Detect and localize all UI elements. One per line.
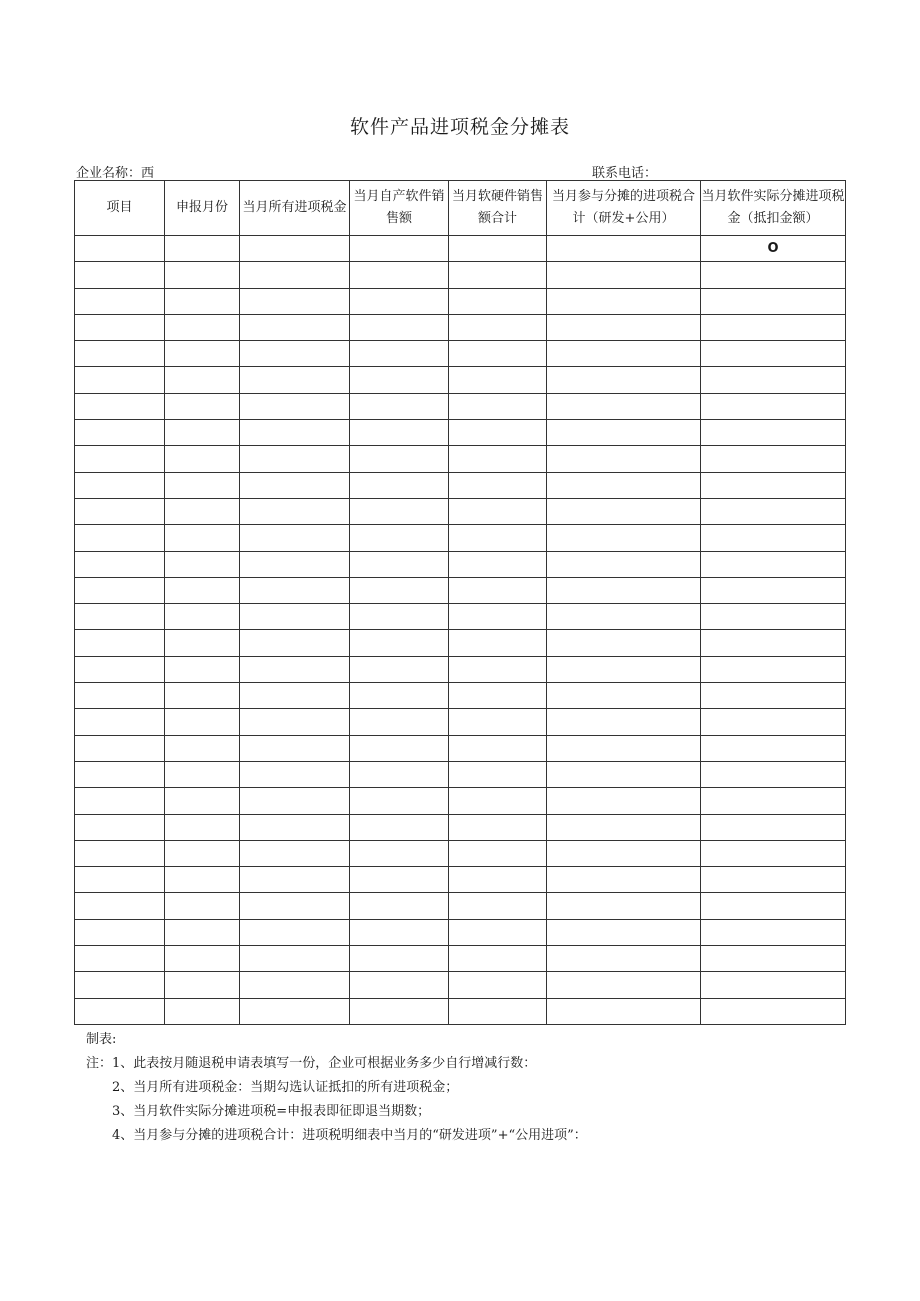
table-cell[interactable] bbox=[75, 577, 165, 603]
table-cell[interactable] bbox=[547, 893, 701, 919]
table-cell[interactable] bbox=[449, 683, 547, 709]
table-cell[interactable] bbox=[240, 630, 350, 656]
table-cell[interactable] bbox=[701, 946, 846, 972]
table-cell[interactable] bbox=[350, 393, 449, 419]
col-header-total-input-tax: 当月所有进项税金 bbox=[240, 181, 350, 236]
table-cell[interactable] bbox=[240, 998, 350, 1024]
table-cell[interactable] bbox=[547, 683, 701, 709]
table-cell[interactable] bbox=[350, 893, 449, 919]
table-cell[interactable] bbox=[240, 972, 350, 998]
col-header-allocated-input-tax: 当月参与分摊的进项税合计（研发+公用） bbox=[547, 181, 701, 236]
table-cell[interactable] bbox=[75, 420, 165, 446]
table-cell[interactable] bbox=[165, 577, 240, 603]
table-cell[interactable] bbox=[240, 393, 350, 419]
table-header-row bbox=[75, 181, 846, 236]
table-cell[interactable] bbox=[449, 735, 547, 761]
table-row bbox=[75, 472, 846, 498]
table-cell[interactable] bbox=[240, 577, 350, 603]
table-cell[interactable] bbox=[701, 551, 846, 577]
table-cell[interactable] bbox=[547, 420, 701, 446]
table-cell[interactable] bbox=[547, 393, 701, 419]
table-cell[interactable] bbox=[350, 998, 449, 1024]
table-cell[interactable] bbox=[449, 551, 547, 577]
table-cell[interactable] bbox=[547, 498, 701, 524]
table-cell[interactable] bbox=[701, 972, 846, 998]
table-row bbox=[75, 788, 846, 814]
col-header-month: 申报月份 bbox=[165, 181, 240, 236]
table-row bbox=[75, 946, 846, 972]
table-cell[interactable] bbox=[350, 446, 449, 472]
table-cell[interactable] bbox=[240, 656, 350, 682]
table-cell[interactable] bbox=[165, 893, 240, 919]
table-cell[interactable] bbox=[165, 525, 240, 551]
table-cell[interactable] bbox=[701, 788, 846, 814]
table-cell[interactable] bbox=[240, 551, 350, 577]
company-name-label: 企业名称：西 bbox=[76, 166, 155, 181]
table-row bbox=[75, 498, 846, 524]
table-cell[interactable] bbox=[449, 630, 547, 656]
table-row bbox=[75, 840, 846, 866]
table-cell[interactable] bbox=[240, 525, 350, 551]
col-header-software-sales: 当月自产软件销售额 bbox=[350, 181, 449, 236]
table-cell[interactable] bbox=[75, 604, 165, 630]
table-cell[interactable] bbox=[350, 761, 449, 787]
table-cell[interactable] bbox=[165, 735, 240, 761]
table-cell[interactable] bbox=[449, 840, 547, 866]
table-cell[interactable] bbox=[449, 314, 547, 340]
table-cell[interactable] bbox=[75, 367, 165, 393]
table-cell[interactable] bbox=[165, 341, 240, 367]
table-cell[interactable] bbox=[75, 683, 165, 709]
table-cell[interactable] bbox=[75, 919, 165, 945]
table-cell[interactable] bbox=[240, 840, 350, 866]
table-cell[interactable] bbox=[449, 446, 547, 472]
table-cell[interactable] bbox=[240, 946, 350, 972]
col-header-item: 项目 bbox=[75, 181, 165, 236]
table-cell[interactable] bbox=[701, 314, 846, 340]
table-cell[interactable] bbox=[449, 341, 547, 367]
table-cell[interactable] bbox=[701, 735, 846, 761]
table-cell[interactable] bbox=[449, 788, 547, 814]
table-cell[interactable] bbox=[701, 709, 846, 735]
table-cell[interactable] bbox=[165, 420, 240, 446]
table-cell[interactable] bbox=[165, 683, 240, 709]
table-cell[interactable] bbox=[165, 236, 240, 262]
table-cell[interactable] bbox=[165, 630, 240, 656]
table-cell[interactable] bbox=[701, 604, 846, 630]
table-cell[interactable] bbox=[165, 314, 240, 340]
table-row bbox=[75, 525, 846, 551]
table-cell[interactable] bbox=[350, 709, 449, 735]
table-cell[interactable] bbox=[240, 341, 350, 367]
table-row bbox=[75, 236, 846, 262]
table-cell[interactable] bbox=[240, 472, 350, 498]
table-cell[interactable] bbox=[240, 919, 350, 945]
table-cell[interactable] bbox=[701, 525, 846, 551]
table-cell[interactable] bbox=[701, 814, 846, 840]
table-cell[interactable] bbox=[547, 709, 701, 735]
table-cell[interactable] bbox=[350, 341, 449, 367]
table-cell[interactable] bbox=[449, 709, 547, 735]
table-cell[interactable] bbox=[547, 630, 701, 656]
table-row bbox=[75, 393, 846, 419]
table-cell[interactable] bbox=[165, 867, 240, 893]
table-cell[interactable] bbox=[547, 788, 701, 814]
table-cell[interactable] bbox=[75, 972, 165, 998]
table-cell[interactable] bbox=[547, 919, 701, 945]
table-cell[interactable] bbox=[701, 761, 846, 787]
table-cell[interactable] bbox=[547, 367, 701, 393]
table-cell[interactable] bbox=[165, 393, 240, 419]
maker-label: 制表: bbox=[86, 1032, 117, 1047]
table-cell[interactable] bbox=[701, 577, 846, 603]
cell-mark: O bbox=[767, 241, 779, 257]
table-cell[interactable] bbox=[240, 498, 350, 524]
table-cell[interactable] bbox=[240, 761, 350, 787]
table-cell[interactable] bbox=[449, 919, 547, 945]
allocation-table bbox=[74, 180, 846, 1025]
table-row bbox=[75, 972, 846, 998]
table-cell[interactable] bbox=[449, 814, 547, 840]
table-cell[interactable] bbox=[240, 893, 350, 919]
table-cell[interactable] bbox=[547, 551, 701, 577]
table-cell[interactable] bbox=[240, 709, 350, 735]
table-cell[interactable] bbox=[165, 814, 240, 840]
table-cell[interactable] bbox=[547, 998, 701, 1024]
table-cell[interactable] bbox=[449, 998, 547, 1024]
table-cell[interactable] bbox=[547, 525, 701, 551]
table-row bbox=[75, 314, 846, 340]
table-cell[interactable] bbox=[701, 288, 846, 314]
note-3: 3、当月软件实际分摊进项税=申报表即征即退当期数； bbox=[112, 1104, 431, 1119]
table-cell[interactable] bbox=[75, 472, 165, 498]
table-cell[interactable] bbox=[449, 498, 547, 524]
table-cell[interactable] bbox=[75, 788, 165, 814]
table-cell[interactable] bbox=[165, 946, 240, 972]
table-cell[interactable] bbox=[75, 262, 165, 288]
table-cell[interactable] bbox=[547, 656, 701, 682]
table-cell[interactable] bbox=[240, 604, 350, 630]
table-cell[interactable] bbox=[701, 341, 846, 367]
table-cell[interactable] bbox=[449, 604, 547, 630]
table-row bbox=[75, 867, 846, 893]
table-cell[interactable] bbox=[449, 577, 547, 603]
table-cell[interactable] bbox=[165, 446, 240, 472]
table-cell[interactable] bbox=[165, 709, 240, 735]
table-cell[interactable] bbox=[350, 498, 449, 524]
table-cell[interactable] bbox=[547, 972, 701, 998]
table-cell[interactable] bbox=[75, 314, 165, 340]
table-cell[interactable] bbox=[240, 867, 350, 893]
table-cell[interactable] bbox=[75, 498, 165, 524]
table-row bbox=[75, 630, 846, 656]
table-row bbox=[75, 761, 846, 787]
table-cell[interactable] bbox=[547, 604, 701, 630]
table-cell[interactable] bbox=[350, 288, 449, 314]
table-cell[interactable] bbox=[547, 262, 701, 288]
table-cell[interactable] bbox=[449, 761, 547, 787]
table-cell[interactable] bbox=[350, 867, 449, 893]
table-cell[interactable] bbox=[449, 472, 547, 498]
table-cell[interactable] bbox=[75, 551, 165, 577]
table-row bbox=[75, 341, 846, 367]
col-header-total-sales: 当月软硬件销售额合计 bbox=[449, 181, 547, 236]
table-cell[interactable] bbox=[350, 946, 449, 972]
table-cell[interactable] bbox=[701, 393, 846, 419]
table-cell[interactable] bbox=[701, 446, 846, 472]
table-cell[interactable] bbox=[547, 840, 701, 866]
table-cell[interactable] bbox=[547, 288, 701, 314]
table-cell[interactable] bbox=[350, 262, 449, 288]
table-row bbox=[75, 683, 846, 709]
table-cell[interactable] bbox=[165, 761, 240, 787]
table-cell[interactable] bbox=[449, 367, 547, 393]
table-cell[interactable] bbox=[350, 420, 449, 446]
table-cell[interactable] bbox=[350, 919, 449, 945]
table-row bbox=[75, 735, 846, 761]
table-cell[interactable] bbox=[547, 867, 701, 893]
table-cell[interactable] bbox=[350, 577, 449, 603]
table-cell[interactable] bbox=[75, 946, 165, 972]
table-cell[interactable] bbox=[701, 867, 846, 893]
table-cell[interactable] bbox=[165, 262, 240, 288]
table-cell[interactable] bbox=[165, 919, 240, 945]
table-row bbox=[75, 367, 846, 393]
table-cell[interactable] bbox=[350, 840, 449, 866]
table-cell[interactable] bbox=[240, 367, 350, 393]
table-row bbox=[75, 893, 846, 919]
table-cell[interactable] bbox=[240, 314, 350, 340]
page-title: 软件产品进项税金分摊表 bbox=[349, 116, 570, 138]
table-cell[interactable] bbox=[547, 314, 701, 340]
table-row bbox=[75, 288, 846, 314]
table-cell[interactable] bbox=[449, 288, 547, 314]
table-cell[interactable] bbox=[701, 919, 846, 945]
table-cell[interactable] bbox=[701, 236, 846, 262]
table-row bbox=[75, 998, 846, 1024]
table-cell[interactable] bbox=[449, 946, 547, 972]
table-cell[interactable] bbox=[75, 735, 165, 761]
table-cell[interactable] bbox=[701, 840, 846, 866]
table-cell[interactable] bbox=[165, 656, 240, 682]
table-cell[interactable] bbox=[240, 735, 350, 761]
table-cell[interactable] bbox=[350, 814, 449, 840]
table-cell[interactable] bbox=[165, 498, 240, 524]
table-cell[interactable] bbox=[547, 472, 701, 498]
table-cell[interactable] bbox=[75, 840, 165, 866]
table-cell[interactable] bbox=[350, 656, 449, 682]
table-cell[interactable] bbox=[449, 236, 547, 262]
table-cell[interactable] bbox=[350, 604, 449, 630]
table-cell[interactable] bbox=[547, 814, 701, 840]
table-cell[interactable] bbox=[449, 262, 547, 288]
table-cell[interactable] bbox=[350, 314, 449, 340]
table-cell[interactable] bbox=[350, 630, 449, 656]
table-cell[interactable] bbox=[449, 893, 547, 919]
table-cell[interactable] bbox=[75, 630, 165, 656]
table-cell[interactable] bbox=[240, 683, 350, 709]
table-cell[interactable] bbox=[350, 551, 449, 577]
table-cell[interactable] bbox=[701, 472, 846, 498]
table-cell[interactable] bbox=[350, 683, 449, 709]
note-2: 2、当月所有进项税金：当期勾选认证抵扣的所有进项税金； bbox=[112, 1080, 459, 1095]
table-row bbox=[75, 604, 846, 630]
table-cell[interactable] bbox=[701, 656, 846, 682]
table-row bbox=[75, 577, 846, 603]
table-cell[interactable] bbox=[701, 998, 846, 1024]
table-row bbox=[75, 919, 846, 945]
table-cell[interactable] bbox=[701, 262, 846, 288]
table-cell[interactable] bbox=[547, 236, 701, 262]
table-cell[interactable] bbox=[165, 288, 240, 314]
table-cell[interactable] bbox=[350, 735, 449, 761]
table-row bbox=[75, 551, 846, 577]
table-row bbox=[75, 262, 846, 288]
table-cell[interactable] bbox=[701, 630, 846, 656]
table-cell[interactable] bbox=[350, 525, 449, 551]
table-cell[interactable] bbox=[75, 998, 165, 1024]
table-row bbox=[75, 656, 846, 682]
table-cell[interactable] bbox=[240, 420, 350, 446]
table-cell[interactable] bbox=[449, 867, 547, 893]
table-cell[interactable] bbox=[547, 761, 701, 787]
table-cell[interactable] bbox=[165, 840, 240, 866]
table-cell[interactable] bbox=[449, 972, 547, 998]
table-cell[interactable] bbox=[449, 525, 547, 551]
table-cell[interactable] bbox=[75, 288, 165, 314]
table-cell[interactable] bbox=[240, 788, 350, 814]
table-cell[interactable] bbox=[240, 814, 350, 840]
table-row bbox=[75, 709, 846, 735]
table-cell[interactable] bbox=[165, 998, 240, 1024]
table-cell[interactable] bbox=[701, 367, 846, 393]
table-cell[interactable] bbox=[165, 788, 240, 814]
table-cell[interactable] bbox=[449, 656, 547, 682]
table-cell[interactable] bbox=[165, 604, 240, 630]
table-cell[interactable] bbox=[350, 367, 449, 393]
table-cell[interactable] bbox=[165, 367, 240, 393]
table-cell[interactable] bbox=[75, 867, 165, 893]
table-cell[interactable] bbox=[75, 236, 165, 262]
table-cell[interactable] bbox=[701, 683, 846, 709]
table-cell[interactable] bbox=[701, 498, 846, 524]
note-4: 4、当月参与分摊的进项税合计：进项税明细表中当月的“研发进项”+“公用进项”： bbox=[112, 1128, 587, 1143]
table-cell[interactable] bbox=[75, 709, 165, 735]
table-cell[interactable] bbox=[350, 972, 449, 998]
table-cell[interactable] bbox=[165, 551, 240, 577]
table-cell[interactable] bbox=[350, 788, 449, 814]
table-cell[interactable] bbox=[547, 735, 701, 761]
table-cell[interactable] bbox=[75, 656, 165, 682]
table-cell[interactable] bbox=[75, 393, 165, 419]
table-cell[interactable] bbox=[240, 288, 350, 314]
table-cell[interactable] bbox=[701, 893, 846, 919]
table-cell[interactable] bbox=[240, 262, 350, 288]
table-cell[interactable] bbox=[547, 341, 701, 367]
table-cell[interactable] bbox=[547, 446, 701, 472]
table-row bbox=[75, 814, 846, 840]
table-cell[interactable] bbox=[165, 972, 240, 998]
table-cell[interactable] bbox=[165, 472, 240, 498]
notes-section bbox=[86, 1028, 587, 1148]
col-header-actual-allocated-tax: 当月软件实际分摊进项税金（抵扣金额） bbox=[701, 181, 846, 236]
table-cell[interactable] bbox=[449, 393, 547, 419]
table-cell[interactable] bbox=[547, 946, 701, 972]
table-cell[interactable] bbox=[350, 472, 449, 498]
table-cell[interactable] bbox=[75, 446, 165, 472]
table-cell[interactable] bbox=[75, 814, 165, 840]
note-1: 注：1、此表按月随退税申请表填写一份，企业可根据业务多少自行增减行数： bbox=[86, 1056, 537, 1071]
phone-label: 联系电话： bbox=[592, 166, 658, 181]
table-cell[interactable] bbox=[701, 420, 846, 446]
table-cell[interactable] bbox=[75, 761, 165, 787]
table-cell[interactable] bbox=[75, 893, 165, 919]
table-row bbox=[75, 420, 846, 446]
table-cell[interactable] bbox=[240, 446, 350, 472]
table-cell[interactable] bbox=[240, 236, 350, 262]
table-cell[interactable] bbox=[350, 236, 449, 262]
table-cell[interactable] bbox=[449, 420, 547, 446]
table-cell[interactable] bbox=[75, 341, 165, 367]
table-cell[interactable] bbox=[547, 577, 701, 603]
table-cell[interactable] bbox=[75, 525, 165, 551]
table-row bbox=[75, 446, 846, 472]
